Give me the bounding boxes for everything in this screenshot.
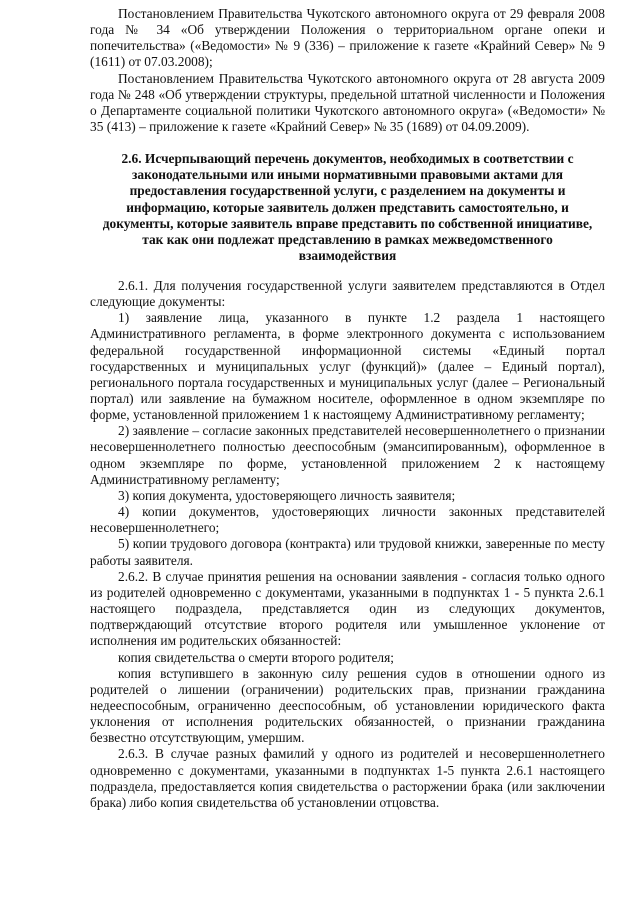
paragraph-decree-248: Постановлением Правительства Чукотского автономного округа от 28 августа 2009 года № 248 «Об утверждении структуры, предельной штатной численности и Положения о Департаменте социальной политики Чукотского автономного округа» («Ведомости» № 35 (413) – приложение к газете «Крайний Север» № 35 (1689) от 04.09.2009). <box>90 70 605 135</box>
list-item-death-certificate: копия свидетельства о смерти второго родителя; <box>118 649 394 665</box>
list-item-1: 1) заявление лица, указанного в пункте 1.2 раздела 1 настоящего Административного регламента, в форме электронного документа с использованием федеральной государственной информационной системы «Единый портал государственных и муниципальных услуг (функций)» (далее – Единый портал), регионального портала государственных и муниципальных услуг (далее – Региональный портал) или заявление на бумажном носителе, оформленное в одном экземпляре по форме, установленной приложением 1 к настоящему Административному регламенту; <box>90 310 605 423</box>
list-item-2: 2) заявление – согласие законных представителей несовершеннолетнего о признании несовершеннолетнего полностью дееспособным (эмансипированным), оформленное в одном экземпляре по форме, установленной приложением 2 к настоящему Административному регламенту; <box>90 423 605 487</box>
document-page <box>90 6 605 811</box>
list-item-court-decision: копия вступившего в законную силу решения судов в отношении одного из родителей о лишении (ограничении) родительских прав, признании гражданина недееспособным, ограниченно дееспособным, об установлении юридического факта уклонения от исполнения родительских обязанностей, о признании гражданина безвестно отсутствующим, умершим. <box>90 665 605 746</box>
list-item-5: 5) копии трудового договора (контракта) или трудовой книжки, заверенные по месту работы заявителя. <box>90 536 605 568</box>
paragraph-decree-34: Постановлением Правительства Чукотского автономного округа от 29 февраля 2008 года № 34 «Об утверждении Положения о территориальном органе опеки и попечительства» («Ведомости» № 9 (336) – приложение к газете «Крайний Север» № 9 (1611) от 07.03.2008); <box>90 6 605 70</box>
list-item-3: 3) копия документа, удостоверяющего личность заявителя; <box>118 487 456 503</box>
list-item-4: 4) копии документов, удостоверяющих личности законных представителей несовершеннолетнего; <box>90 504 605 536</box>
section-heading-2-6: 2.6. Исчерпывающий перечень документов, необходимых в соответствии с законодательными или иными нормативными правовыми актами для предоставления государственной услуги, с разделением на документы и информацию, которые заявитель должен представить самостоятельно, и документы, которые заявитель вправе представить по собственной инициативе, так как они подлежат представлению в рамках межведомственного взаимодействия <box>102 151 593 263</box>
paragraph-2-6-3: 2.6.3. В случае разных фамилий у одного из родителей и несовершеннолетнего одновременно с документами, указанными в подпунктах 1-5 пункта 2.6.1 настоящего подраздела, предоставляется копия свидетельства о расторжении брака (или заключении брака) либо копия свидетельства об установлении отцовства. <box>90 746 605 810</box>
paragraph-2-6-1: 2.6.1. Для получения государственной услуги заявителем представляются в Отдел следующие документы: <box>90 277 605 310</box>
paragraph-2-6-2: 2.6.2. В случае принятия решения на основании заявления - согласия только одного из родителей одновременно с документами, указанными в подпунктах 1 - 5 пункта 2.6.1 настоящего подраздела, представляется один из следующих документов, подтверждающий отсутствие второго родителя или умышленное уклонение от исполнения им родительских обязанностей: <box>90 568 605 649</box>
